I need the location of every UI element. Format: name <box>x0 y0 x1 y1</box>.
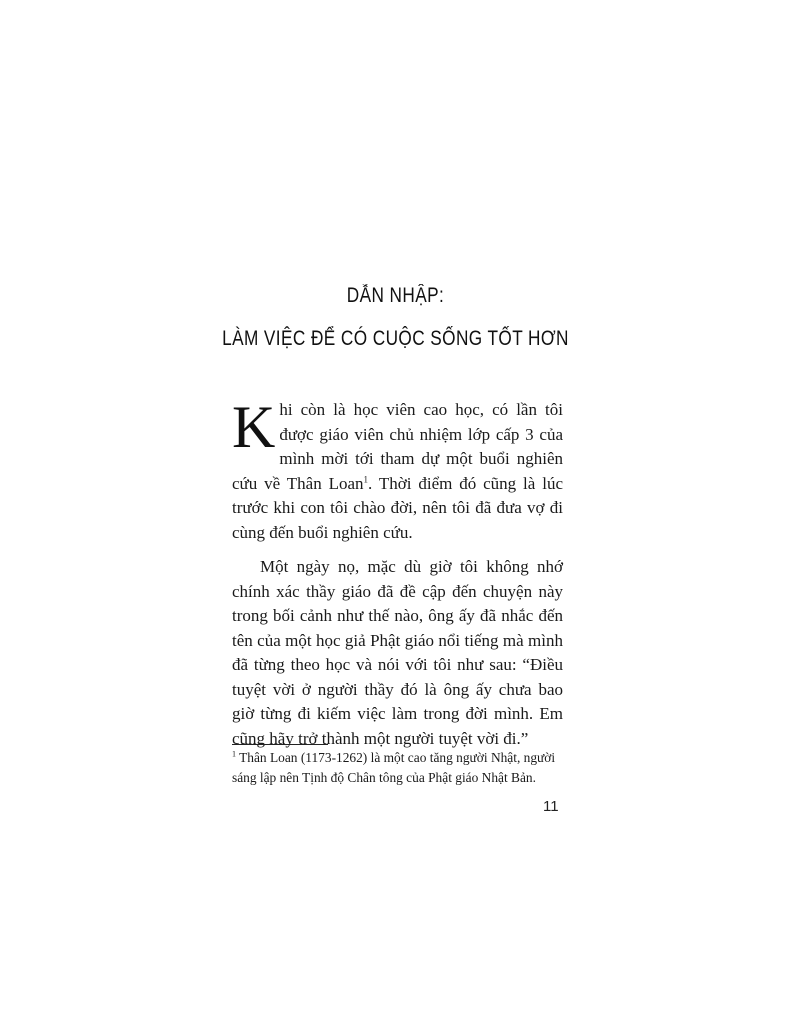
footnote <box>232 748 567 787</box>
paragraph-1 <box>232 394 563 545</box>
footnote-text: Thân Loan (1173-1262) là một cao tăng người Nhật, người sáng lập nên Tịnh độ Chân tông của Phật giáo Nhật Bản. <box>232 750 556 785</box>
footnote-mark: 1 <box>232 749 236 759</box>
page-number: 11 <box>543 798 559 815</box>
paragraph-2: Một ngày nọ, mặc dù giờ tôi không nhớ chính xác thầy giáo đã đề cập đến chuyện này trong bối cảnh như thế nào, ông ấy đã nhắc đến tên của một học giả Phật giáo nổi tiếng mà mình đã từng theo học và nói với tôi như sau: “Điều tuyệt vời ở người thầy đó là ông ấy chưa bao giờ từng đi kiếm việc làm trong đời mình. Em cũng hãy trở thành một người tuyệt vời đi.” <box>232 557 563 748</box>
drop-cap: K <box>232 394 276 460</box>
body-text <box>232 394 563 751</box>
chapter-label: DẪN NHẬP: <box>346 284 445 307</box>
paragraph-1-text-a: hi còn là học viên cao học, có lần tôi được giáo viên chủ nhiệm lớp cấp 3 của mình mời tới tham dự một buổi nghiên cứu về Thân Loan <box>232 400 563 493</box>
footnote-reference: 1 <box>363 473 369 484</box>
footnote-divider <box>232 744 328 745</box>
paragraph-1-text-b: . Thời điểm đó cũng là lúc trước khi con tôi chào đời, nên tôi đã đưa vợ đi cùng đến buổi nghiên cứu. <box>232 473 563 542</box>
chapter-title: LÀM VIỆC ĐỂ CÓ CUỘC SỐNG TỐT HƠN <box>222 327 569 350</box>
